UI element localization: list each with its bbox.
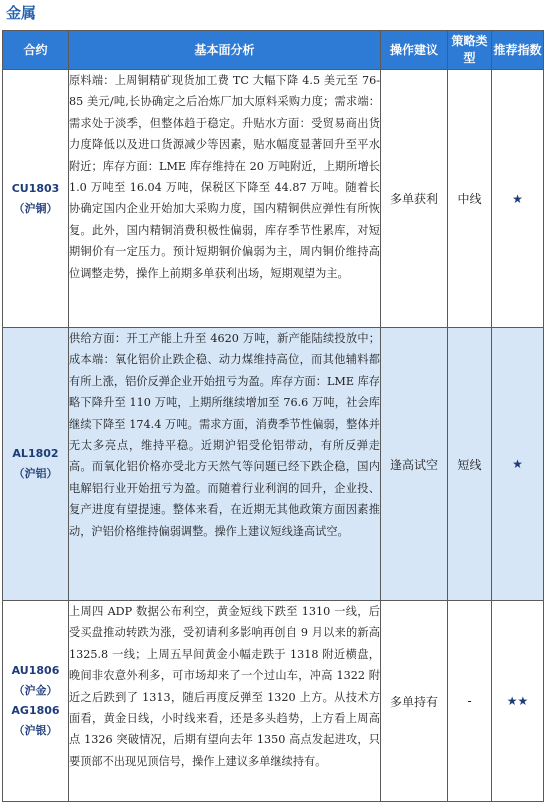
advice-cell: 多单获利 (381, 70, 448, 328)
header-analysis: 基本面分析 (69, 31, 381, 70)
recommend-index-cell: ★ (492, 328, 544, 601)
recommend-index-cell: ★★ (492, 601, 544, 802)
contract-name: （沪金） (13, 684, 58, 697)
section-title: 金属 (6, 4, 37, 22)
contract-name-secondary: （沪银） (13, 724, 58, 737)
advice-cell: 逢高试空 (381, 328, 448, 601)
analysis-cell: 供给方面：开工产能上升至 4620 万吨，新产能陆续投放中；成本端：氧化铝价止跌企稳、动力煤维持高位，而其他辅料都有所上涨，铝价反弹企业开始扭亏为盈。库存方面：LME 库存略下降升至 110 万吨，上期所继续增加至 76.6 万吨，社会库继续下降至 174.4 万吨。需求方面，消费季节性偏弱，整体并无太多亮点，维持平稳。近期沪铝受伦铝带动，有所反弹走高。而氧化铝价格亦受北方天然气等问题已经下跌企稳，国内电解铝行业开始扭亏为盈。而随着行业利润的回升，企业投、复产进度有望提速。整体来看，在近期无其他政策方面因素推动，沪铝价格维持偏弱调整。操作上建议短线逢高试空。 (69, 328, 381, 601)
advice-cell: 多单持有 (381, 601, 448, 802)
metals-strategy-table (2, 30, 544, 802)
table-row-gold-silver (3, 601, 544, 802)
contract-cell (3, 601, 69, 802)
contract-code: AL1802 (12, 447, 59, 460)
contract-cell (3, 328, 69, 601)
contract-code: AU1806 (11, 664, 60, 677)
header-advice: 操作建议 (381, 31, 448, 70)
strategy-type-cell: 中线 (448, 70, 492, 328)
header-strategy-type: 策略类型 (448, 31, 492, 70)
contract-name: （沪铜） (13, 201, 58, 215)
analysis-cell: 原料端：上周铜精矿现货加工费 TC 大幅下降 4.5 美元至 76-85 美元/吨,长协确定之后冶炼厂加大原料采购力度；需求端：需求处于淡季，但整体趋于稳定。升贴水方面：受贸易商出货力度降低以及进口货源减少等因素，贴水幅度显著回升至平水附近；库存方面：LME 库存维持在 20 万吨附近，上期所增长 1.0 万吨至 16.04 万吨，保税区下降至 44.87 万吨。随着长协确定国内企业开始加大采购力度，国内精铜供应弹性有所恢复。此外，国内精铜消费积极性偏弱，库存季节性累库，对短期铜价有一定压力。预计短期铜价偏弱为主，周内铜价维持高位调整走势，操作上前期多单获利出场，短期观望为主。 (69, 70, 381, 328)
table-header-row (3, 31, 544, 70)
strategy-type-cell: - (448, 601, 492, 802)
strategy-type-cell: 短线 (448, 328, 492, 601)
header-contract: 合约 (3, 31, 69, 70)
contract-code-secondary: AG1806 (11, 704, 60, 717)
table-row-copper (3, 70, 544, 328)
table-row-aluminum (3, 328, 544, 601)
recommend-index-cell: ★ (492, 70, 544, 328)
header-index: 推荐指数 (492, 31, 544, 70)
contract-code: CU1803 (11, 181, 60, 195)
contract-cell (3, 70, 69, 328)
analysis-cell: 上周四 ADP 数据公布利空，黄金短线下跌至 1310 一线，后受买盘推动转跌为涨，受初请利多影响再创自 9 月以来的新高 1325.8 一线；上周五早间黄金小幅走跌于 1318 附近横盘，晚间非农意外利多，可市场却来了一个过山车，冲高 1322 附近之后跌到了 1313，随后再度反弹至 1320 上方。从技术方面看，黄金日线，小时线来看，还是多头趋势，上方看上周高点 1326 突破情况，后期有望向去年 1350 高点发起进攻，只要顶部不出现见顶信号，操作上建议多单继续持有。 (69, 601, 381, 802)
contract-name: （沪铝） (13, 467, 58, 480)
